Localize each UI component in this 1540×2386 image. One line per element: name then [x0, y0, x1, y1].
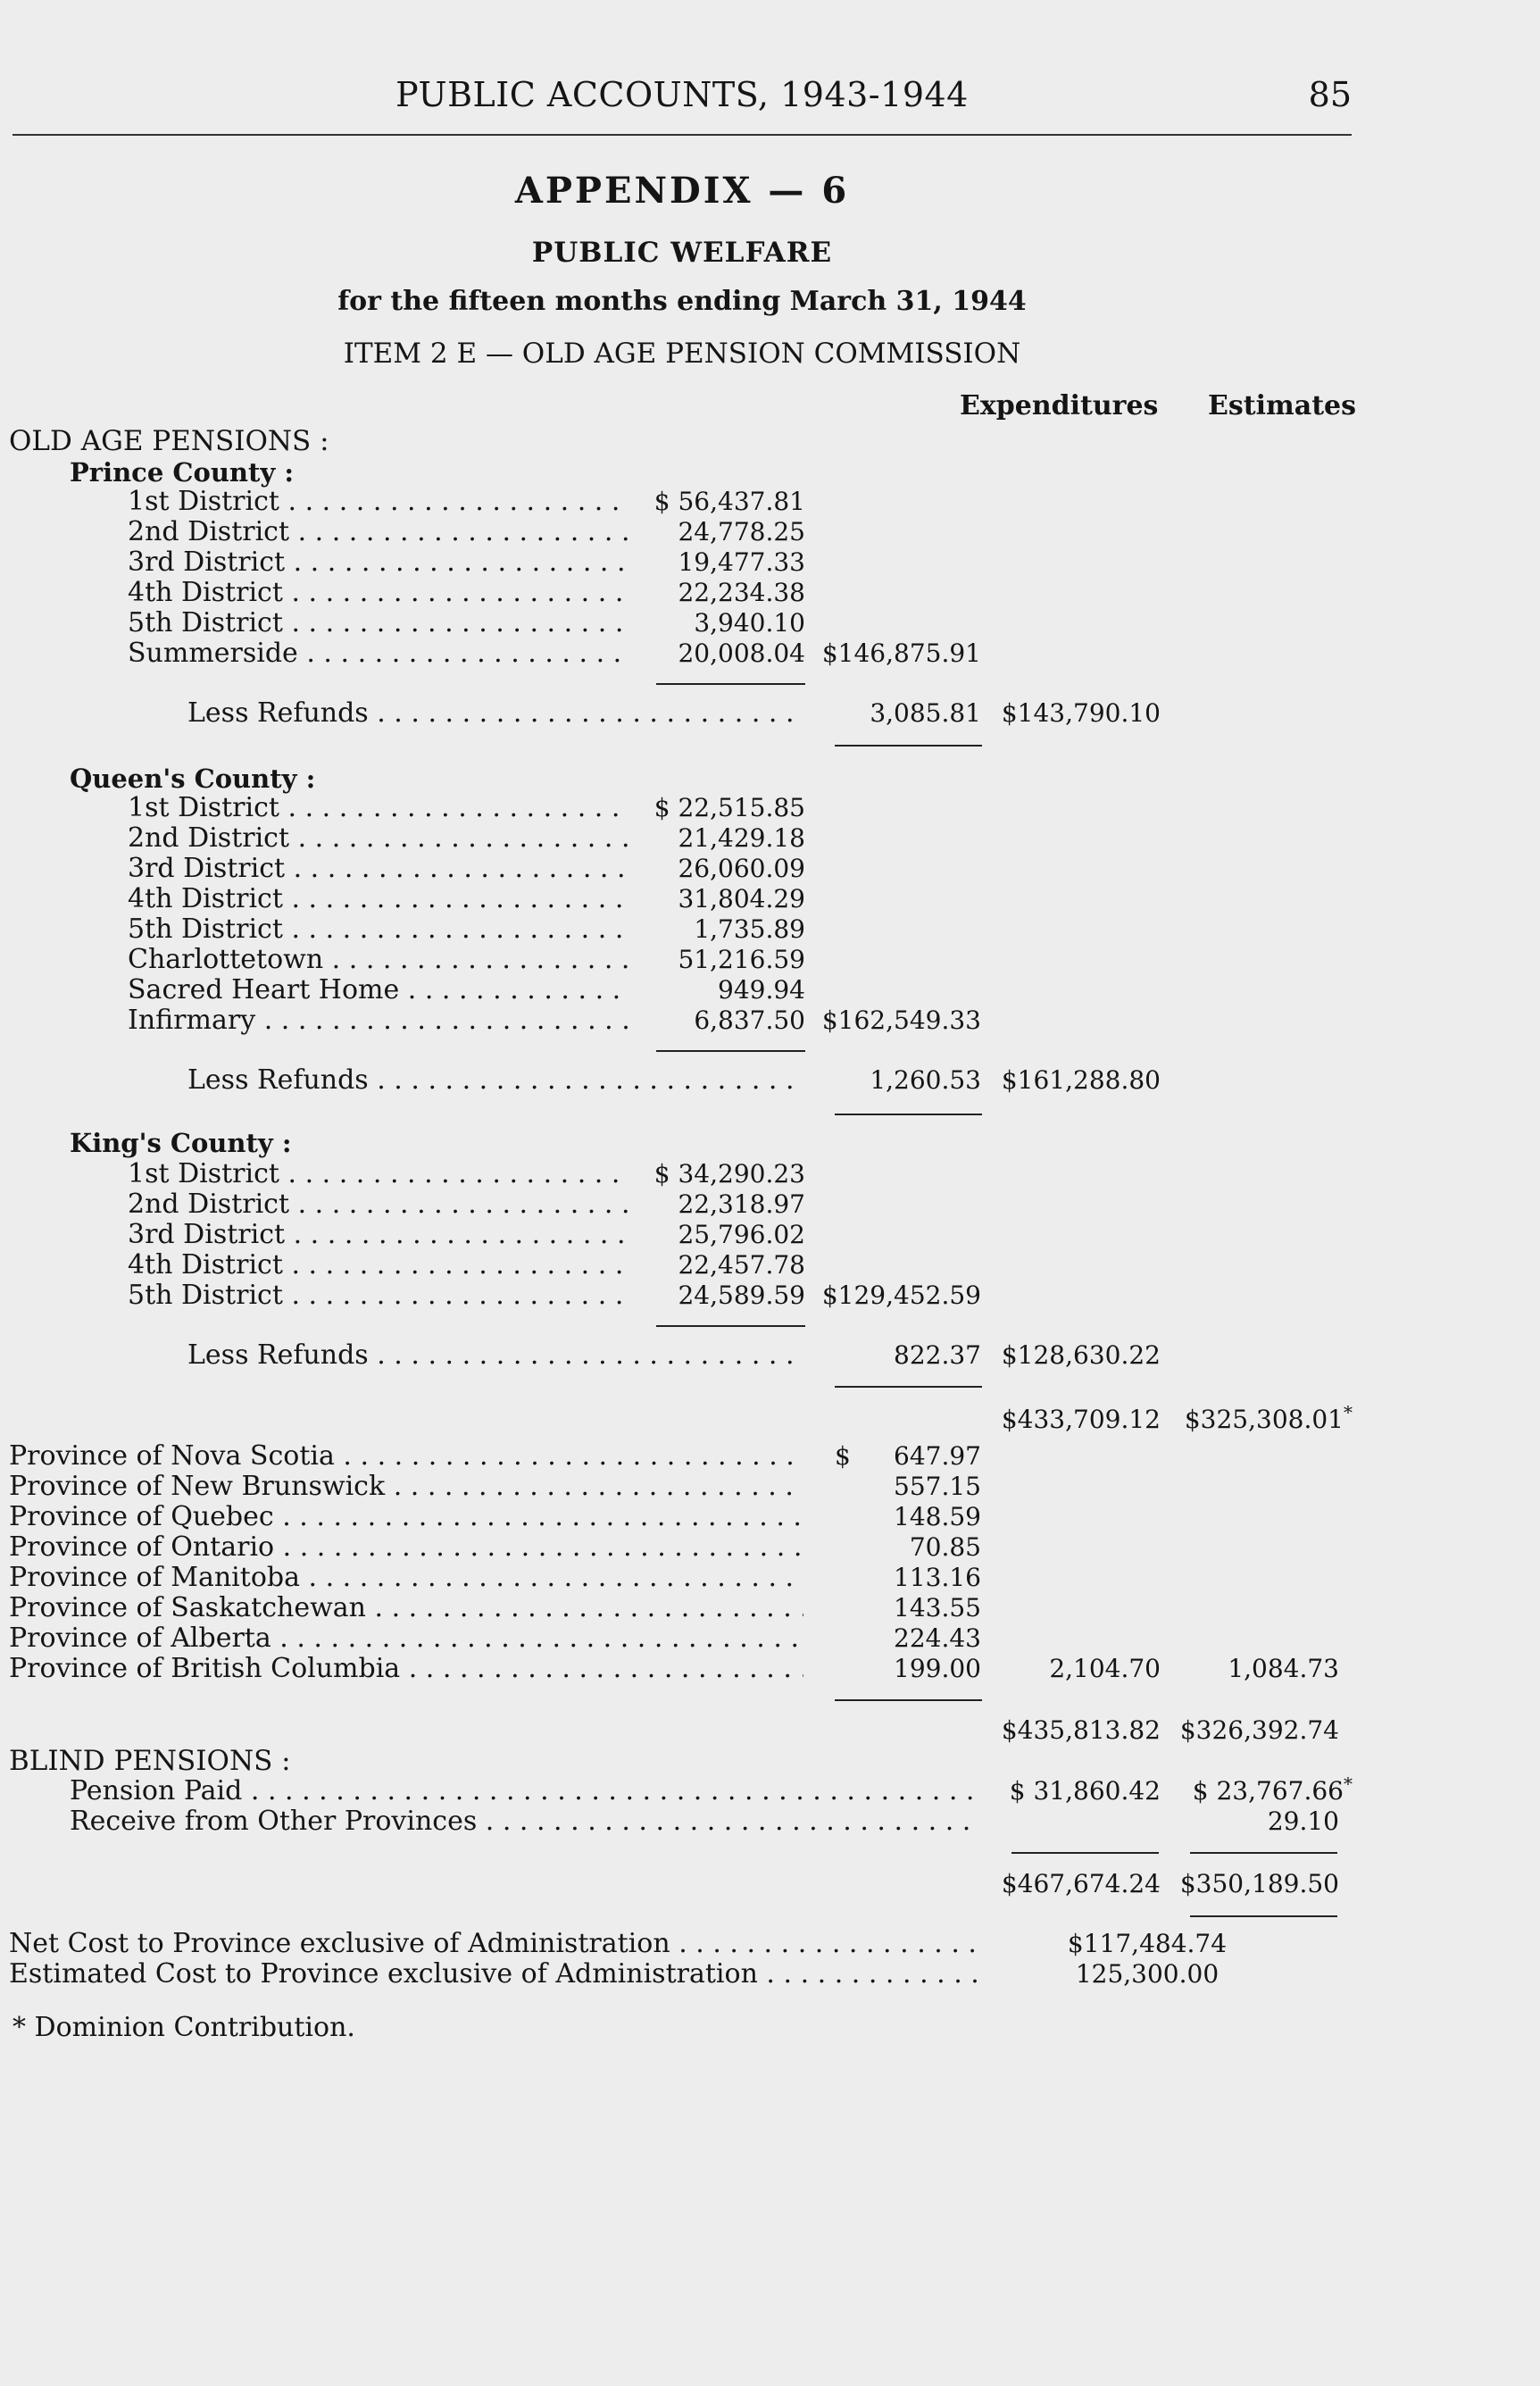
col-expenditures: Expenditures — [960, 390, 1159, 421]
province-label: Province of Quebec . . . — [9, 1502, 803, 1532]
queens-row-label: Sacred Heart Home . . . — [128, 975, 628, 1005]
province-amount: 143.55 — [894, 1593, 981, 1623]
pension-paid-est-value: $ 23,767.66 — [1192, 1776, 1344, 1806]
province-label: Province of Saskatchewan . . . — [9, 1593, 803, 1623]
dollar-sign: $ — [835, 1441, 851, 1471]
net-cost-label: Net Cost to Province exclusive of Administration . . . — [9, 1929, 982, 1959]
queens-row-amount: 6,837.50 — [694, 1005, 805, 1035]
header-title: PUBLIC ACCOUNTS, 1943-1944 — [395, 75, 969, 114]
estimated-cost-label: Estimated Cost to Province exclusive of Administration . . . — [9, 1959, 982, 1990]
underline — [835, 1114, 982, 1115]
prince-row-label: 5th District . . . — [128, 608, 628, 638]
province-amount: 148.59 — [894, 1502, 981, 1531]
provinces-est: 1,084.73 — [1228, 1654, 1339, 1683]
old-age-total-exp: $433,709.12 — [1001, 1405, 1161, 1434]
prince-row-label: 1st District . . . — [128, 487, 628, 517]
queens-row-label: Charlottetown . . . — [128, 945, 628, 975]
pension-paid-est — [1161, 1773, 1353, 1806]
queens-net: $161,288.80 — [1001, 1065, 1161, 1095]
province-label: Province of New Brunswick . . . — [9, 1472, 803, 1502]
queens-row-amount: 1,735.89 — [694, 914, 805, 944]
provinces-exp: 2,104.70 — [1049, 1654, 1161, 1683]
province-amount: 647.97 — [894, 1441, 981, 1471]
underline — [1190, 1915, 1337, 1917]
kings-row-amount: 25,796.02 — [678, 1220, 805, 1249]
prince-row-amount: 19,477.33 — [678, 547, 805, 577]
province-label: Province of Manitoba . . . — [9, 1563, 803, 1593]
kings-subtotal: $129,452.59 — [821, 1281, 981, 1310]
item-line: ITEM 2 E — OLD AGE PENSION COMMISSION — [343, 338, 1021, 370]
queens-county-heading: Queen's County : — [70, 763, 316, 794]
province-amount: 224.43 — [894, 1623, 981, 1653]
prince-row-amount: 22,234.38 — [678, 578, 805, 607]
province-label: Province of Ontario . . . — [9, 1532, 803, 1563]
prince-row-label: 2nd District . . . — [128, 517, 628, 547]
queens-row-label: 2nd District . . . — [128, 823, 628, 854]
prince-row-label: 4th District . . . — [128, 578, 628, 608]
grand-total-exp: $435,813.82 — [1001, 1715, 1161, 1745]
prince-refund-label: Less Refunds . . . — [187, 698, 803, 729]
kings-net: $128,630.22 — [1001, 1340, 1161, 1370]
running-header — [12, 75, 1352, 134]
blind-heading: BLIND PENSIONS : — [9, 1745, 291, 1777]
kings-row-amount: 22,457.78 — [678, 1250, 805, 1280]
underline — [835, 745, 982, 747]
prince-county-heading: Prince County : — [70, 457, 295, 488]
queens-row-amount: 51,216.59 — [678, 945, 805, 974]
col-estimates: Estimates — [1208, 390, 1357, 421]
province-label: Province of Nova Scotia . . . — [9, 1441, 803, 1472]
prince-row-label: Summerside . . . — [128, 638, 628, 669]
kings-row-label: 3rd District . . . — [128, 1220, 628, 1250]
old-age-heading: OLD AGE PENSIONS : — [9, 425, 329, 457]
old-age-total-est-value: $325,308.01 — [1184, 1405, 1344, 1434]
prince-row-label: 3rd District . . . — [128, 547, 628, 578]
net-cost-value: $117,484.74 — [1067, 1929, 1228, 1958]
appendix-title: APPENDIX — 6 — [514, 170, 850, 212]
province-amount: 113.16 — [894, 1563, 981, 1592]
province-amount: 70.85 — [909, 1532, 981, 1562]
asterisk-mark: * — [1344, 1401, 1353, 1423]
asterisk-mark: * — [1344, 1773, 1353, 1795]
queens-subtotal: $162,549.33 — [821, 1005, 981, 1035]
queens-row-label: Infirmary . . . — [128, 1005, 628, 1036]
underline — [835, 1386, 982, 1388]
queens-row-label: 3rd District . . . — [128, 854, 628, 884]
prince-row-amount: 24,778.25 — [678, 517, 805, 546]
kings-row-label: 5th District . . . — [128, 1281, 628, 1311]
kings-row-amount: 24,589.59 — [678, 1281, 805, 1310]
page-number: 85 — [1308, 75, 1352, 114]
blind-total-exp: $467,674.24 — [1001, 1869, 1161, 1898]
prince-refund: 3,085.81 — [870, 698, 981, 728]
prince-net: $143,790.10 — [1001, 698, 1161, 728]
prince-row-amount: $ 56,437.81 — [653, 487, 805, 516]
province-label: Province of British Columbia . . . — [9, 1654, 803, 1684]
queens-row-label: 1st District . . . — [128, 793, 628, 823]
queens-row-amount: 21,429.18 — [678, 823, 805, 853]
underline — [1011, 1852, 1159, 1854]
grand-total-est: $326,392.74 — [1179, 1715, 1339, 1745]
pension-paid-exp: $ 31,860.42 — [1009, 1776, 1161, 1806]
queens-row-amount: $ 22,515.85 — [653, 793, 805, 822]
prince-row-amount: 3,940.10 — [694, 608, 805, 638]
prince-subtotal: $146,875.91 — [821, 638, 981, 668]
queens-refund: 1,260.53 — [870, 1065, 981, 1095]
kings-row-amount: 22,318.97 — [678, 1189, 805, 1219]
prince-row-amount: 20,008.04 — [678, 638, 805, 668]
kings-row-label: 2nd District . . . — [128, 1189, 628, 1220]
underline — [656, 1325, 805, 1327]
queens-row-amount: 31,804.29 — [678, 884, 805, 914]
queens-row-label: 5th District . . . — [128, 914, 628, 945]
kings-refund: 822.37 — [894, 1340, 981, 1370]
estimated-cost-value: 125,300.00 — [1075, 1959, 1220, 1989]
queens-row-amount: 26,060.09 — [678, 854, 805, 883]
queens-row-amount: 949.94 — [718, 975, 805, 1005]
kings-county-heading: King's County : — [70, 1128, 292, 1158]
kings-refund-label: Less Refunds . . . — [187, 1340, 803, 1371]
kings-row-label: 1st District . . . — [128, 1159, 628, 1189]
pension-paid-label: Pension Paid . . . — [70, 1776, 980, 1806]
province-amount: 557.15 — [894, 1472, 981, 1501]
section-title: PUBLIC WELFARE — [531, 237, 833, 269]
queens-refund-label: Less Refunds . . . — [187, 1065, 803, 1096]
footnote: * Dominion Contribution. — [12, 2012, 355, 2043]
receive-est: 29.10 — [1267, 1806, 1339, 1836]
province-label: Province of Alberta . . . — [9, 1623, 803, 1654]
kings-row-label: 4th District . . . — [128, 1250, 628, 1281]
underline — [656, 1050, 805, 1052]
underline — [835, 1699, 982, 1701]
underline — [1190, 1852, 1337, 1854]
blind-total-est: $350,189.50 — [1179, 1869, 1339, 1898]
old-age-total-est — [1161, 1401, 1353, 1435]
queens-row-label: 4th District . . . — [128, 884, 628, 914]
province-amount: 199.00 — [894, 1654, 981, 1683]
header-rule — [12, 134, 1352, 136]
period-line: for the fifteen months ending March 31, 1944 — [337, 286, 1027, 317]
kings-row-amount: $ 34,290.23 — [653, 1159, 805, 1189]
receive-label: Receive from Other Provinces . . . — [70, 1806, 980, 1837]
underline — [656, 683, 805, 685]
